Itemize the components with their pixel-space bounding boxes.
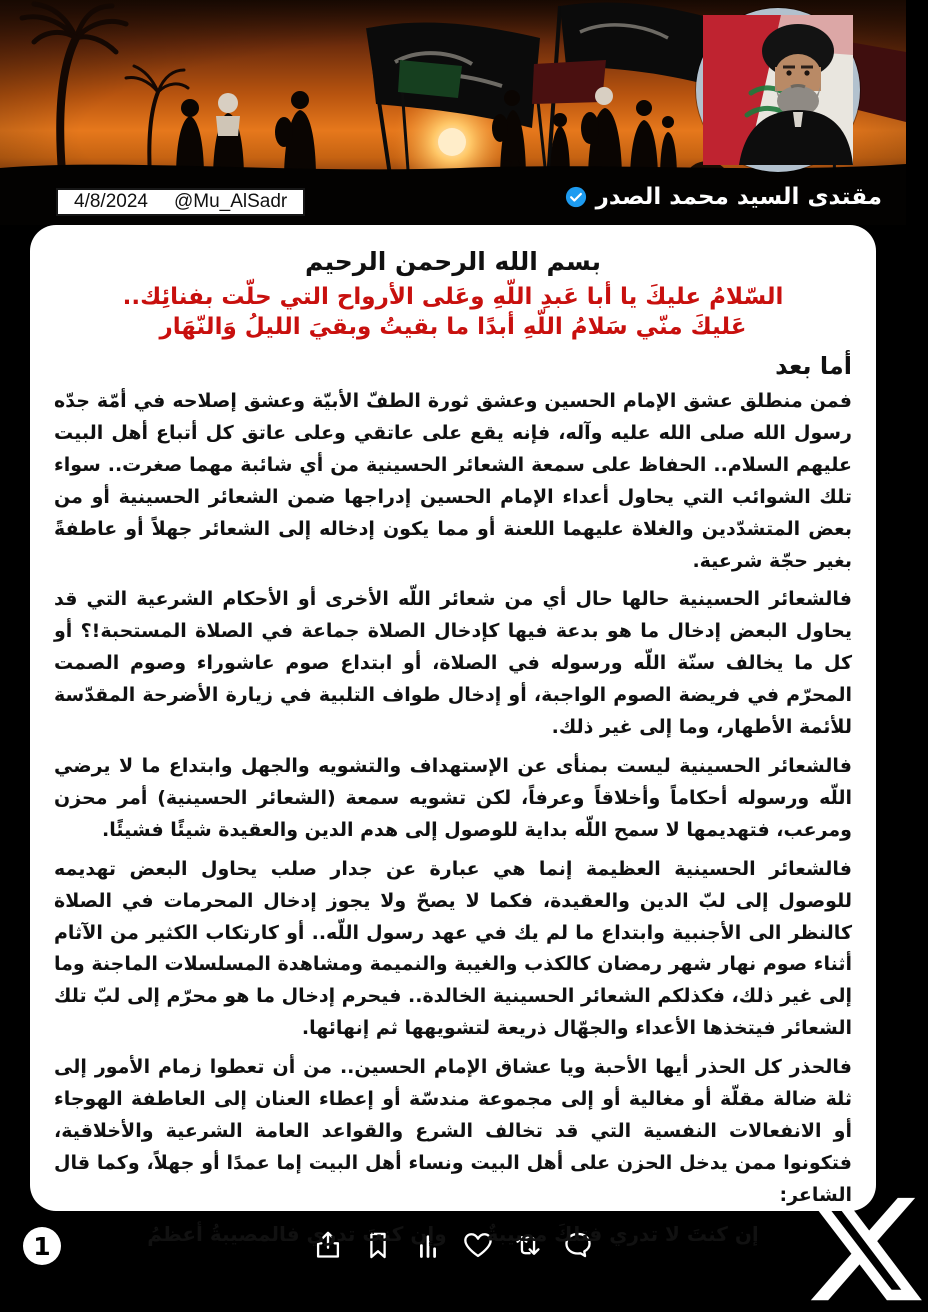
poetry-hemistich-2: وإن كنتَ تدري فالمصيبةُ أعظمُ [147,1221,447,1246]
statement-card [30,225,876,1246]
post-date: 4/8/2024 [74,191,148,212]
display-name-text: مقتدى السيد محمد الصدر [595,184,882,210]
poetry-hemistich-1: إن كنتَ لا تدري فتلكَ مصيبةٌ [486,1221,759,1246]
page-number-badge: 1 [23,1227,61,1265]
verified-badge-icon [565,186,587,208]
date-handle-chip [56,188,305,216]
basmala-heading: بسم الله الرحمن الرحيم [305,247,601,276]
paragraph-2: فالشعائر الحسينية حالها حال أي من شعائر اللّه الأخرى أو الأحكام الشرعية التي قد يحاول البعض إدخال ما هو بدعة فيها كإدخال الصلاة جماعة في الصلاة المستحبة!؟ أو كل ما يخالف سنّة اللّه ورسوله في الصلاة، أو ابتداع صوم عاشوراء وصوم الصمت المحرّم في فريضة الصوم الواجبة، أو إدخال طواف التلبية في زيارة الأضرحة المقدّسة للأئمة الأطهار، وما إلى غير ذلك. [54,588,852,739]
poetry-verse [54,1222,852,1246]
salutation-line-2: عَليكَ منّي سَلامُ اللّهِ أبدًا ما بقيتُ وبقيَ الليلُ وَالنّهَار [159,314,747,340]
display-name [565,184,882,210]
avatar [696,8,860,172]
paragraph-1: فمن منطلق عشق الإمام الحسين وعشق ثورة الطفّ الأبيّة وعشق إصلاحه في أمّة جدّه رسول الله صلى الله عليه وآله، فإنه يقع على عاتقي وعلى عاتق كل أتباع أهل البيت عليهم السلام.. الحفاظ على سمعة الشعائر الحسينية من أي شائبة مهما صغرت.. سواء تلك الشوائب التي يحاول أعداء الإمام الحسين إدراجها ضمن الشعائر الحسينية أو من بعض المتشدّدين والغلاة عليهما اللعنة أو مما يكون إدخاله إلى الشعائر جهلاً أو عاطفةً بغير حجّة شرعية. [54,390,852,572]
salutation-line-1: السّلامُ عليكَ يا أبا عَبدِ اللّهِ وعَلى الأرواح التي حلّت بفنائِك.. [122,284,784,310]
user-handle: @Mu_AlSadr [173,191,288,212]
paragraph-5: فالحذر كل الحذر أيها الأحبة ويا عشاق الإمام الحسين.. من أن تعطوا زمام الأمور إلى ثلة ضالة مقلّة أو مغالية أو إلى مجموعة مندسّة أو إعطاء العنان إلى العاطفة الهوجاء أو الانفعالات النفسية التي قد تخالف الشرع والقواعد العامة الشرعية والأخلاقية، فتكونوا ممن يدخل الحزن على أهل البيت ونساء أهل البيت إما عمدًا أو جهلاً، وكما قال الشاعر: [54,1056,852,1206]
byline-row [0,186,906,220]
amma-baad-heading: أما بعد [775,352,852,380]
cleric-portrait-iraq-flag-icon [703,15,853,165]
paragraph-4: فالشعائر الحسينية العظيمة إنما هي عبارة عن جدار صلب يحاول البعض تهديمه للوصول إلى لبّ الدين والعقيدة، فكما لا يصحّ ولا يجوز إدخال المحرمات في الصلاة كالنظر الى الأجنبية وابتداع ما لم يك في عهد رسول اللّه.. أو كارتكاب الكثير من الآثام أثناء صوم نهار شهر رمضان كالكذب والغيبة والنميمة ومشاهدة المسلسلات الماجنة وما إلى غير ذلك، فكذلكم الشعائر الحسينية الخالدة.. فيحرم إدخال ما هو محرّم إلى لبّ تلك الشعائر فيتخذها الأعداء والجهّال ذريعة لتشويهها ثم إنهائها. [54,857,852,1040]
paragraph-3: فالشعائر الحسينية ليست بمنأى عن الإستهداف والتشويه والجهل وابتداع ما لا يرضي اللّه ورسوله أحكاماً وأخلاقاً وعرفاً، لكن تشويه سمعة (الشعائر الحسينية) أمر محزن ومرعب، فتهديمها لا سمح اللّه بداية للوصول إلى هدم الدين والعقيدة شيئًا فشيئًا. [54,754,852,841]
